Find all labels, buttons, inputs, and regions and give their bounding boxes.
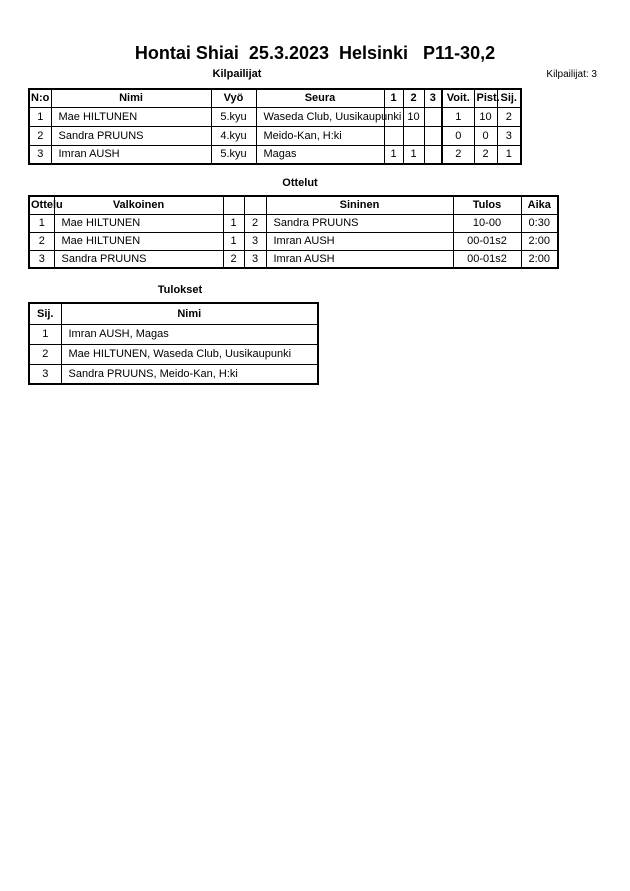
col-no-header: N:o xyxy=(29,89,51,107)
matches-table xyxy=(28,195,559,269)
competitor-match3 xyxy=(424,126,442,145)
match-white-name: Mae HILTUNEN xyxy=(54,232,223,250)
competitors-table xyxy=(28,88,522,165)
competitor-belt: 5.kyu xyxy=(211,145,256,164)
competitor-match1 xyxy=(384,126,403,145)
match-row xyxy=(29,232,558,250)
col-wins-header: Voit. xyxy=(442,89,474,107)
match-white-no: 1 xyxy=(223,232,244,250)
match-time: 0:30 xyxy=(521,214,558,232)
match-white-name: Mae HILTUNEN xyxy=(54,214,223,232)
competitor-match3 xyxy=(424,107,442,126)
competitor-place: 3 xyxy=(497,126,521,145)
competitor-points: 10 xyxy=(474,107,497,126)
col-blue-header: Sininen xyxy=(266,196,453,214)
col-time-header: Aika xyxy=(521,196,558,214)
result-row xyxy=(29,324,318,344)
col-white-no-header xyxy=(223,196,244,214)
competitor-belt: 5.kyu xyxy=(211,107,256,126)
competitor-match2 xyxy=(403,126,424,145)
result-name: Mae HILTUNEN, Waseda Club, Uusikaupunki xyxy=(61,344,318,364)
competitor-name: Imran AUSH xyxy=(51,145,211,164)
competitor-belt: 4.kyu xyxy=(211,126,256,145)
match-blue-no: 3 xyxy=(244,232,266,250)
result-row xyxy=(29,344,318,364)
competitor-club: Magas xyxy=(256,145,384,164)
col-result-name-header: Nimi xyxy=(61,303,318,324)
competitor-match1: 1 xyxy=(384,145,403,164)
match-score: 10-00 xyxy=(453,214,521,232)
competitor-points: 0 xyxy=(474,126,497,145)
competitor-name: Mae HILTUNEN xyxy=(51,107,211,126)
result-place: 3 xyxy=(29,364,61,384)
competitor-row xyxy=(29,145,521,164)
match-no: 1 xyxy=(29,214,54,232)
competitor-match2: 10 xyxy=(403,107,424,126)
competitor-place: 1 xyxy=(497,145,521,164)
competitor-no: 2 xyxy=(29,126,51,145)
matches-heading: Ottelut xyxy=(282,177,318,189)
competitor-wins: 1 xyxy=(442,107,474,126)
match-white-no: 1 xyxy=(223,214,244,232)
competitor-club: Waseda Club, Uusikaupunki xyxy=(256,107,384,126)
competitor-name: Sandra PRUUNS xyxy=(51,126,211,145)
competitor-no: 1 xyxy=(29,107,51,126)
col-points-header: Pist. xyxy=(474,89,497,107)
match-time: 2:00 xyxy=(521,250,558,268)
competitor-match2: 1 xyxy=(403,145,424,164)
col-club-header: Seura xyxy=(256,89,384,107)
result-row xyxy=(29,364,318,384)
competitor-row xyxy=(29,107,521,126)
match-score: 00-01s2 xyxy=(453,250,521,268)
competitor-place: 2 xyxy=(497,107,521,126)
col-blue-no-header xyxy=(244,196,266,214)
match-row xyxy=(29,214,558,232)
col-match2-header: 2 xyxy=(403,89,424,107)
competitor-points: 2 xyxy=(474,145,497,164)
results-table xyxy=(28,302,319,385)
result-name: Sandra PRUUNS, Meido-Kan, H:ki xyxy=(61,364,318,384)
col-white-header: Valkoinen xyxy=(54,196,223,214)
matches-header-row xyxy=(29,196,558,214)
competitor-no: 3 xyxy=(29,145,51,164)
competitors-count-label: Kilpailijat: 3 xyxy=(546,69,597,80)
col-match-no-header: Ottelu xyxy=(29,196,54,214)
match-no: 2 xyxy=(29,232,54,250)
competitor-row xyxy=(29,126,521,145)
match-blue-no: 2 xyxy=(244,214,266,232)
match-blue-name: Sandra PRUUNS xyxy=(266,214,453,232)
match-white-name: Sandra PRUUNS xyxy=(54,250,223,268)
col-result-place-header: Sij. xyxy=(29,303,61,324)
match-white-no: 2 xyxy=(223,250,244,268)
competitor-club: Meido-Kan, H:ki xyxy=(256,126,384,145)
col-match1-header: 1 xyxy=(384,89,403,107)
competitor-wins: 2 xyxy=(442,145,474,164)
col-match3-header: 3 xyxy=(424,89,442,107)
competitors-heading: Kilpailijat xyxy=(212,68,262,80)
match-row xyxy=(29,250,558,268)
page-title: Hontai Shiai 25.3.2023 Helsinki P11-30,2 xyxy=(134,43,496,63)
col-name-header: Nimi xyxy=(51,89,211,107)
col-place-header: Sij. xyxy=(497,89,521,107)
competitor-match3 xyxy=(424,145,442,164)
competitor-wins: 0 xyxy=(442,126,474,145)
match-blue-name: Imran AUSH xyxy=(266,232,453,250)
match-blue-no: 3 xyxy=(244,250,266,268)
col-belt-header: Vyö xyxy=(211,89,256,107)
competitors-header-row xyxy=(29,89,521,107)
result-place: 2 xyxy=(29,344,61,364)
results-heading: Tulokset xyxy=(157,284,203,296)
col-score-header: Tulos xyxy=(453,196,521,214)
match-score: 00-01s2 xyxy=(453,232,521,250)
result-name: Imran AUSH, Magas xyxy=(61,324,318,344)
match-blue-name: Imran AUSH xyxy=(266,250,453,268)
match-no: 3 xyxy=(29,250,54,268)
result-place: 1 xyxy=(29,324,61,344)
results-header-row xyxy=(29,303,318,324)
match-time: 2:00 xyxy=(521,232,558,250)
